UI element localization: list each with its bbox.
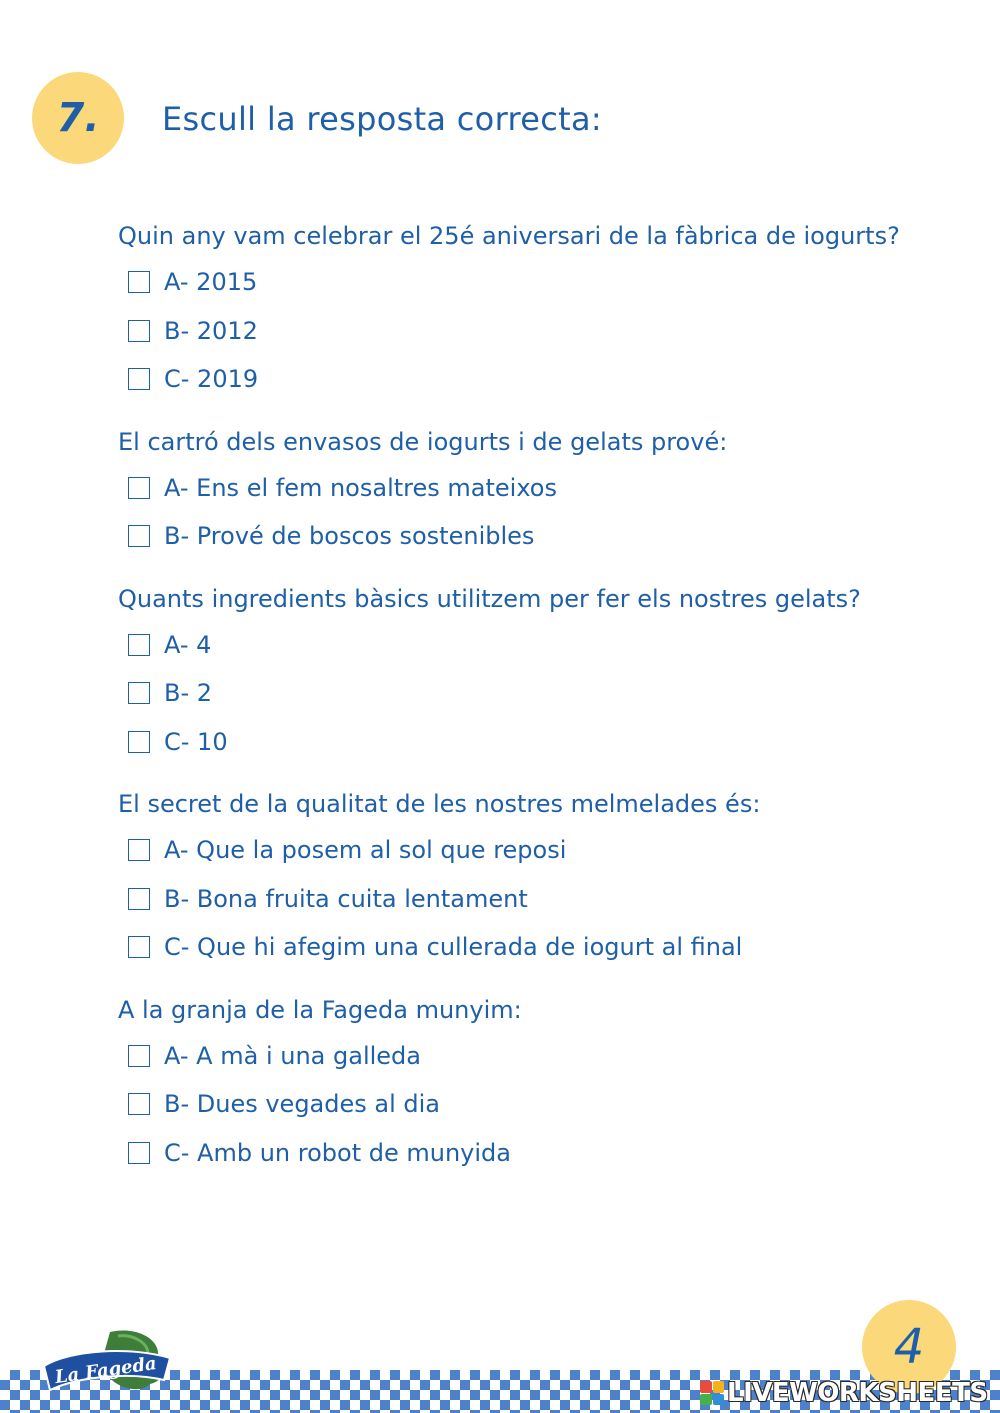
option-1b[interactable] [118, 307, 978, 356]
option-label: A- 4 [164, 630, 212, 659]
option-4a[interactable] [118, 826, 978, 875]
option-4b[interactable] [118, 875, 978, 924]
question-text: Quin any vam celebrar el 25é aniversari de la fàbrica de iogurts? [118, 222, 900, 250]
checkbox[interactable] [128, 731, 150, 753]
checkbox[interactable] [128, 1142, 150, 1164]
liveworksheets-watermark [700, 1376, 996, 1410]
option-label: A- Que la posem al sol que reposi [164, 836, 567, 865]
checkbox[interactable] [128, 320, 150, 342]
checkbox[interactable] [128, 682, 150, 704]
option-label: C- Que hi afegim una cullerada de iogurt al final [164, 933, 743, 962]
option-label: A- Ens el fem nosaltres mateixos [164, 473, 557, 502]
checkbox[interactable] [128, 936, 150, 958]
question-text: A la granja de la Fageda munyim: [118, 995, 522, 1024]
option-label: A- A mà i una galleda [164, 1041, 421, 1070]
option-label: B- Dues vegades al dia [164, 1090, 440, 1119]
checkbox[interactable] [128, 271, 150, 293]
option-5b[interactable] [118, 1080, 978, 1129]
option-3a[interactable] [118, 621, 978, 670]
question-list [118, 218, 978, 1197]
question-3 [118, 581, 978, 767]
checkbox[interactable] [128, 525, 150, 547]
question-2 [118, 424, 978, 561]
checkbox[interactable] [128, 1045, 150, 1067]
option-5c[interactable] [118, 1129, 978, 1178]
question-text: El cartró dels envasos de iogurts i de gelats prové: [118, 427, 728, 456]
exercise-number: 7. [56, 95, 100, 141]
option-label: C- 10 [164, 727, 228, 756]
question-4 [118, 786, 978, 972]
option-3b[interactable] [118, 669, 978, 718]
question-text: El secret de la qualitat de les nostres melmelades és: [118, 790, 761, 818]
checkbox[interactable] [128, 368, 150, 390]
option-2b[interactable] [118, 512, 978, 561]
option-label: C- Amb un robot de munyida [164, 1138, 511, 1167]
watermark-text: LIVEWORKSHEETS [727, 1378, 988, 1408]
option-1a[interactable] [118, 258, 978, 307]
exercise-number-badge [32, 72, 124, 164]
page-number: 4 [893, 1319, 925, 1375]
option-1c[interactable] [118, 355, 978, 404]
option-label: A- 2015 [164, 268, 258, 297]
question-5 [118, 992, 978, 1178]
option-label: B- Bona fruita cuita lentament [164, 884, 528, 913]
option-3c[interactable] [118, 718, 978, 767]
checkbox[interactable] [128, 634, 150, 656]
checkbox[interactable] [128, 888, 150, 910]
checkbox[interactable] [128, 839, 150, 861]
option-label: B- 2 [164, 679, 213, 708]
page-title: Escull la resposta correcta: [162, 100, 602, 138]
question-1 [118, 218, 978, 404]
option-label: C- 2019 [164, 365, 259, 394]
option-label: B- Prové de boscos sostenibles [164, 522, 535, 551]
svg-text:La Fageda: La Fageda [53, 1352, 158, 1389]
checkbox[interactable] [128, 477, 150, 499]
la-fageda-logo [40, 1328, 174, 1398]
option-5a[interactable] [118, 1032, 978, 1081]
checkbox[interactable] [128, 1093, 150, 1115]
question-text: Quants ingredients bàsics utilitzem per fer els nostres gelats? [118, 584, 861, 613]
option-4c[interactable] [118, 923, 978, 972]
liveworksheets-icon [700, 1381, 724, 1405]
option-label: B- 2012 [164, 316, 258, 345]
option-2a[interactable] [118, 464, 978, 513]
